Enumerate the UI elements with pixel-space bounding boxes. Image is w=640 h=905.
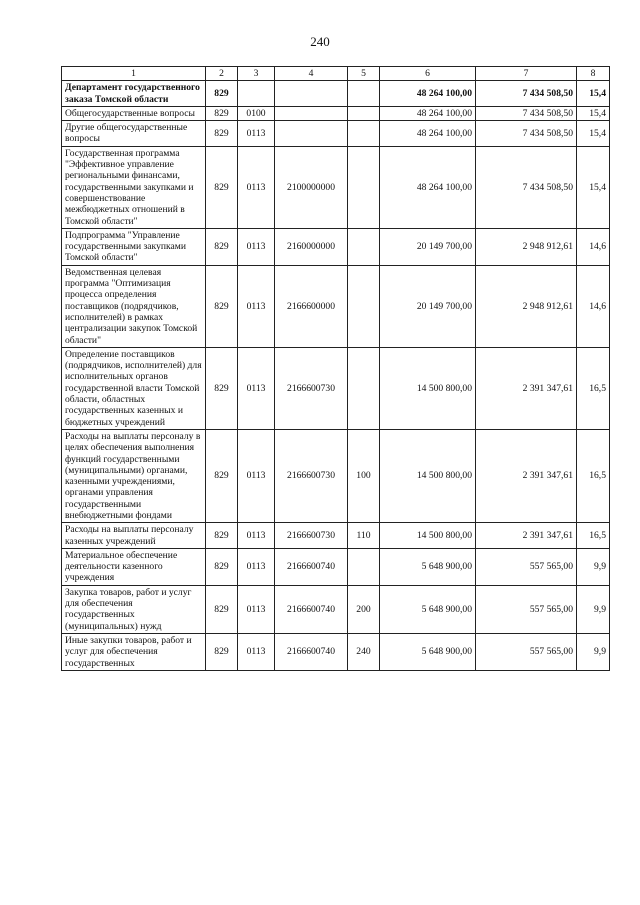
plan-amount-cell: 48 264 100,00 — [380, 81, 476, 107]
expense-kind-cell — [348, 347, 380, 429]
expense-kind-cell — [348, 81, 380, 107]
expense-kind-cell: 240 — [348, 633, 380, 670]
header-cell: 1 — [62, 67, 206, 81]
target-article-cell: 2166600740 — [275, 548, 348, 585]
table-row — [62, 633, 610, 670]
table-row — [62, 265, 610, 347]
section-code-cell: 0113 — [238, 523, 275, 549]
percent-cell: 15,4 — [577, 146, 610, 228]
target-article-cell: 2166600740 — [275, 633, 348, 670]
target-article-cell: 2166600000 — [275, 265, 348, 347]
plan-amount-cell: 5 648 900,00 — [380, 585, 476, 633]
plan-amount-cell: 48 264 100,00 — [380, 121, 476, 147]
row-name-cell: Подпрограмма "Управление государственными закупками Томской области" — [62, 228, 206, 265]
row-name-cell: Ведомственная целевая программа "Оптимизация процесса определения поставщиков (подрядчиков, исполнителей) в рамках централизации закупок Томской области" — [62, 265, 206, 347]
admin-code-cell: 829 — [206, 121, 238, 147]
section-code-cell: 0113 — [238, 347, 275, 429]
percent-cell: 15,4 — [577, 106, 610, 120]
target-article-cell: 2166600730 — [275, 523, 348, 549]
target-article-cell — [275, 106, 348, 120]
fact-amount-cell: 2 948 912,61 — [476, 228, 577, 265]
table-row — [62, 523, 610, 549]
admin-code-cell: 829 — [206, 429, 238, 522]
table-row — [62, 548, 610, 585]
target-article-cell: 2100000000 — [275, 146, 348, 228]
fact-amount-cell: 7 434 508,50 — [476, 146, 577, 228]
row-name-cell: Другие общегосударственные вопросы — [62, 121, 206, 147]
expense-kind-cell — [348, 228, 380, 265]
table-row — [62, 228, 610, 265]
plan-amount-cell: 5 648 900,00 — [380, 633, 476, 670]
section-code-cell: 0113 — [238, 265, 275, 347]
table-row — [62, 146, 610, 228]
expense-kind-cell — [348, 146, 380, 228]
section-code-cell: 0113 — [238, 228, 275, 265]
plan-amount-cell: 14 500 800,00 — [380, 347, 476, 429]
target-article-cell: 2160000000 — [275, 228, 348, 265]
header-row — [62, 67, 610, 81]
admin-code-cell: 829 — [206, 548, 238, 585]
plan-amount-cell: 20 149 700,00 — [380, 228, 476, 265]
percent-cell: 9,9 — [577, 633, 610, 670]
table-row — [62, 81, 610, 107]
plan-amount-cell: 20 149 700,00 — [380, 265, 476, 347]
admin-code-cell: 829 — [206, 265, 238, 347]
row-name-cell: Иные закупки товаров, работ и услуг для обеспечения государственных — [62, 633, 206, 670]
table-row — [62, 347, 610, 429]
row-name-cell: Закупка товаров, работ и услуг для обеспечения государственных (муниципальных) нужд — [62, 585, 206, 633]
target-article-cell: 2166600740 — [275, 585, 348, 633]
admin-code-cell: 829 — [206, 347, 238, 429]
target-article-cell — [275, 121, 348, 147]
table-row — [62, 585, 610, 633]
header-cell: 5 — [348, 67, 380, 81]
fact-amount-cell: 2 391 347,61 — [476, 523, 577, 549]
admin-code-cell: 829 — [206, 228, 238, 265]
fact-amount-cell: 7 434 508,50 — [476, 121, 577, 147]
target-article-cell: 2166600730 — [275, 429, 348, 522]
target-article-cell — [275, 81, 348, 107]
expense-kind-cell — [348, 265, 380, 347]
plan-amount-cell: 14 500 800,00 — [380, 523, 476, 549]
plan-amount-cell: 14 500 800,00 — [380, 429, 476, 522]
expense-kind-cell: 200 — [348, 585, 380, 633]
section-code-cell — [238, 81, 275, 107]
percent-cell: 9,9 — [577, 585, 610, 633]
section-code-cell: 0100 — [238, 106, 275, 120]
table-row — [62, 429, 610, 522]
fact-amount-cell: 7 434 508,50 — [476, 81, 577, 107]
fact-amount-cell: 2 391 347,61 — [476, 429, 577, 522]
fact-amount-cell: 557 565,00 — [476, 548, 577, 585]
percent-cell: 16,5 — [577, 523, 610, 549]
row-name-cell: Департамент государственного заказа Томской области — [62, 81, 206, 107]
fact-amount-cell: 557 565,00 — [476, 633, 577, 670]
admin-code-cell: 829 — [206, 633, 238, 670]
admin-code-cell: 829 — [206, 106, 238, 120]
plan-amount-cell: 5 648 900,00 — [380, 548, 476, 585]
table-row — [62, 106, 610, 120]
fact-amount-cell: 2 948 912,61 — [476, 265, 577, 347]
percent-cell: 14,6 — [577, 228, 610, 265]
percent-cell: 9,9 — [577, 548, 610, 585]
section-code-cell: 0113 — [238, 121, 275, 147]
percent-cell: 14,6 — [577, 265, 610, 347]
admin-code-cell: 829 — [206, 81, 238, 107]
expense-kind-cell — [348, 106, 380, 120]
expense-kind-cell: 110 — [348, 523, 380, 549]
fact-amount-cell: 2 391 347,61 — [476, 347, 577, 429]
row-name-cell: Государственная программа "Эффективное управление региональными финансами, государственными закупками и совершенствование межбюджетных отношений в Томской области" — [62, 146, 206, 228]
expense-kind-cell — [348, 548, 380, 585]
admin-code-cell: 829 — [206, 585, 238, 633]
expense-kind-cell: 100 — [348, 429, 380, 522]
header-cell: 4 — [275, 67, 348, 81]
fact-amount-cell: 557 565,00 — [476, 585, 577, 633]
target-article-cell: 2166600730 — [275, 347, 348, 429]
header-cell: 2 — [206, 67, 238, 81]
row-name-cell: Расходы на выплаты персоналу казенных учреждений — [62, 523, 206, 549]
row-name-cell: Определение поставщиков (подрядчиков, исполнителей) для исполнительных органов государственной власти Томской области, областных государственных казенных и бюджетных учреждений — [62, 347, 206, 429]
fact-amount-cell: 7 434 508,50 — [476, 106, 577, 120]
budget-table — [61, 66, 610, 671]
percent-cell: 15,4 — [577, 121, 610, 147]
section-code-cell: 0113 — [238, 146, 275, 228]
percent-cell: 16,5 — [577, 347, 610, 429]
header-cell: 7 — [476, 67, 577, 81]
section-code-cell: 0113 — [238, 548, 275, 585]
percent-cell: 16,5 — [577, 429, 610, 522]
section-code-cell: 0113 — [238, 429, 275, 522]
section-code-cell: 0113 — [238, 585, 275, 633]
plan-amount-cell: 48 264 100,00 — [380, 106, 476, 120]
header-cell: 6 — [380, 67, 476, 81]
header-cell: 3 — [238, 67, 275, 81]
expense-kind-cell — [348, 121, 380, 147]
admin-code-cell: 829 — [206, 523, 238, 549]
admin-code-cell: 829 — [206, 146, 238, 228]
table-row — [62, 121, 610, 147]
plan-amount-cell: 48 264 100,00 — [380, 146, 476, 228]
row-name-cell: Общегосударственные вопросы — [62, 106, 206, 120]
row-name-cell: Материальное обеспечение деятельности казенного учреждения — [62, 548, 206, 585]
table-body — [62, 81, 610, 671]
row-name-cell: Расходы на выплаты персоналу в целях обеспечения выполнения функций государственными (муниципальными) органами, казенными учреждениями, органами управления государственными внебюджетными фондами — [62, 429, 206, 522]
section-code-cell: 0113 — [238, 633, 275, 670]
percent-cell: 15,4 — [577, 81, 610, 107]
header-cell: 8 — [577, 67, 610, 81]
page-number: 240 — [310, 34, 330, 49]
